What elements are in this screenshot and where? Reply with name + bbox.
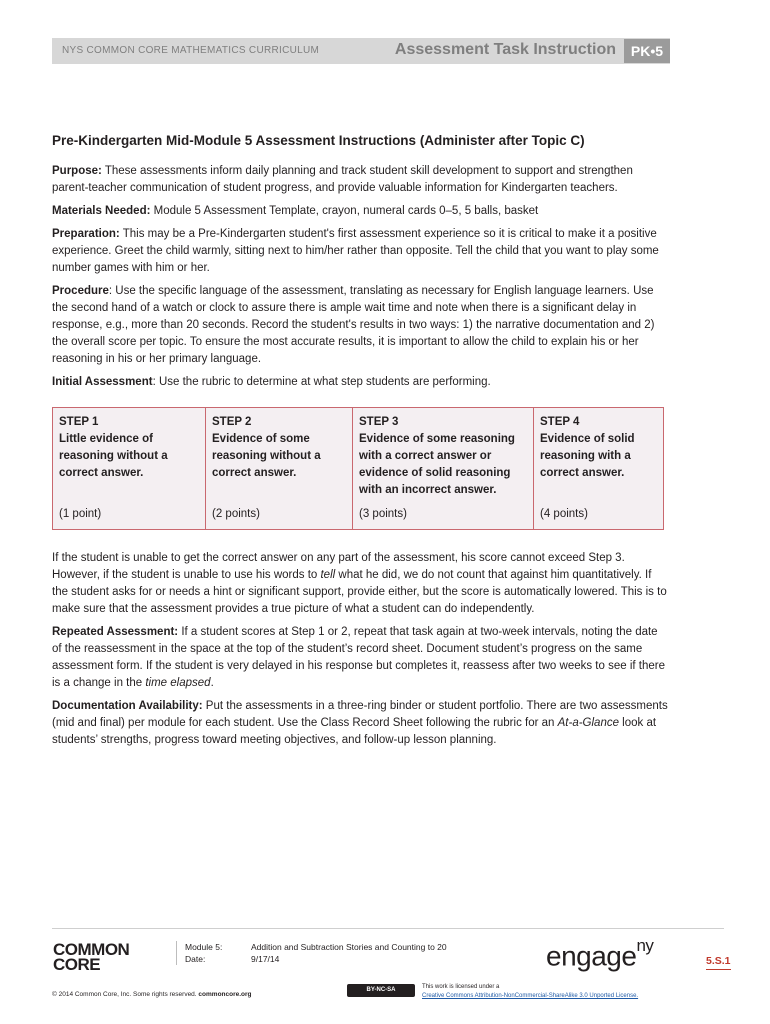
step-points: (1 point) bbox=[59, 508, 102, 520]
cc-license-icon: BY-NC-SA bbox=[347, 984, 415, 997]
module-label: Module 5: bbox=[185, 942, 223, 952]
step-description: Evidence of solid reasoning with a correct answer. bbox=[540, 433, 635, 479]
engageny-logo bbox=[546, 936, 654, 972]
preparation-text: This may be a Pre-Kindergarten student's first assessment experience so it is critical to make it a positive experience. Greet the child warmly, sitting next to him/her rather than opposite. Tell the child that you want to play some number games with him or her. bbox=[52, 228, 659, 274]
scoring-text-1: If the student is unable to get the correct answer on any part of the assessment, his score cannot exceed Step 3. However, if the student is unable to use his words to bbox=[52, 552, 625, 581]
step-description: Evidence of some reasoning with a correct answer or evidence of solid reasoning with an incorrect answer. bbox=[359, 433, 515, 496]
rubric-table bbox=[52, 407, 664, 530]
repeated-label: Repeated Assessment: bbox=[52, 626, 179, 638]
materials-paragraph bbox=[52, 203, 670, 220]
rubric-cell-step-1 bbox=[53, 408, 206, 530]
rubric-cell-step-4 bbox=[534, 408, 664, 530]
rubric-cell-step-3 bbox=[353, 408, 534, 530]
documentation-paragraph bbox=[52, 698, 670, 749]
document-body bbox=[52, 132, 670, 755]
scoring-paragraph bbox=[52, 550, 670, 618]
documentation-text: Put the assessments in a three-ring binder or student portfolio. There are two assessments (mid and final) per module for each student. Use the Class Record Sheet following the rubric for an bbox=[52, 700, 668, 729]
footer-divider bbox=[52, 928, 724, 929]
step-points: (2 points) bbox=[212, 508, 260, 520]
page-number: 5.S.1 bbox=[706, 955, 731, 970]
initial-assessment-label: Initial Assessment bbox=[52, 376, 153, 388]
date-value: 9/17/14 bbox=[251, 954, 280, 964]
step-points: (3 points) bbox=[359, 508, 407, 520]
purpose-text: These assessments inform daily planning and track student skill development to support and strengthen parent-teacher communication of student progress, and provide valuable information for Kindergarten teachers. bbox=[52, 165, 633, 194]
logo-line-1: COMMON bbox=[53, 940, 130, 959]
module-value: Addition and Subtraction Stories and Counting to 20 bbox=[251, 942, 447, 952]
module-badge: PK•5 bbox=[624, 39, 670, 63]
copyright-site: commoncore.org bbox=[198, 991, 252, 998]
step-points: (4 points) bbox=[540, 508, 588, 520]
step-label: STEP 2 bbox=[212, 416, 252, 428]
brand-text: engage bbox=[546, 940, 637, 972]
step-description: Little evidence of reasoning without a correct answer. bbox=[59, 433, 168, 479]
initial-assessment-paragraph bbox=[52, 374, 670, 391]
preparation-paragraph bbox=[52, 226, 670, 277]
preparation-label: Preparation: bbox=[52, 228, 120, 240]
scoring-emphasis: tell bbox=[320, 569, 336, 581]
initial-assessment-text: : Use the rubric to determine at what step students are performing. bbox=[152, 376, 491, 388]
materials-label: Materials Needed: bbox=[52, 205, 151, 217]
procedure-label: Procedure bbox=[52, 285, 109, 297]
page-title: Assessment Task Instruction bbox=[394, 41, 616, 58]
documentation-end: look at students’ strengths, progress toward meeting objectives, and follow-up lesson planning. bbox=[52, 717, 657, 746]
brand-sup: ny bbox=[636, 936, 654, 955]
step-label: STEP 4 bbox=[540, 416, 580, 428]
documentation-emphasis: At-a-Glance bbox=[557, 717, 619, 729]
license-intro: This work is licensed under a bbox=[422, 984, 500, 990]
date-label: Date: bbox=[185, 954, 206, 964]
procedure-paragraph bbox=[52, 283, 670, 368]
license-link[interactable]: Creative Commons Attribution-NonCommercial-ShareAlike 3.0 Unported License. bbox=[422, 993, 639, 999]
rubric-cell-step-2 bbox=[206, 408, 353, 530]
procedure-text: : Use the specific language of the assessment, translating as necessary for English language learners. Use the second hand of a watch or clock to assure there is ample wait time and note when there is a significant delay in response, e.g., more than 20 seconds. Record the student's results in two ways: 1) the narrative documentation and 2) the overall score per topic. To ensure the most accurate results, it is important to allow the child to explain his or her reasoning in his or her primary language. bbox=[52, 285, 655, 365]
purpose-paragraph bbox=[52, 163, 670, 197]
curriculum-label: NYS COMMON CORE MATHEMATICS CURRICULUM bbox=[62, 45, 320, 56]
license-block bbox=[347, 984, 639, 1002]
logo-line-2: CORE bbox=[53, 955, 101, 974]
document-heading: Pre-Kindergarten Mid-Module 5 Assessment Instructions (Administer after Topic C) bbox=[52, 133, 585, 148]
repeated-paragraph bbox=[52, 624, 670, 692]
scoring-text-2: what he did, we do not count that against him quantitatively. If the student asks for or needs a hint or significant support, provide either, but the score is automatically lowered. This is to make sure that the assessment provides a true picture of what a student can do independently. bbox=[52, 569, 667, 615]
step-label: STEP 1 bbox=[59, 416, 99, 428]
common-core-logo bbox=[53, 942, 129, 972]
repeated-emphasis: time elapsed bbox=[145, 677, 211, 689]
step-description: Evidence of some reasoning without a correct answer. bbox=[212, 433, 321, 479]
documentation-label: Documentation Availability: bbox=[52, 700, 203, 712]
footer-meta bbox=[176, 941, 447, 965]
repeated-end: . bbox=[210, 677, 214, 689]
repeated-text: If a student scores at Step 1 or 2, repeat that task again at two-week intervals, noting the date of the reassessment in the space at the top of the student’s record sheet. Document student’s progress on the same assessment form. If the student is very delayed in his response but completes it, reassess after two weeks to see if there is a change in the bbox=[52, 626, 665, 689]
copyright bbox=[52, 991, 252, 998]
materials-text: Module 5 Assessment Template, crayon, numeral cards 0–5, 5 balls, basket bbox=[150, 205, 539, 217]
purpose-label: Purpose: bbox=[52, 165, 102, 177]
copyright-text: © 2014 Common Core, Inc. Some rights reserved. bbox=[52, 991, 197, 998]
step-label: STEP 3 bbox=[359, 416, 399, 428]
header-bar bbox=[52, 38, 670, 64]
